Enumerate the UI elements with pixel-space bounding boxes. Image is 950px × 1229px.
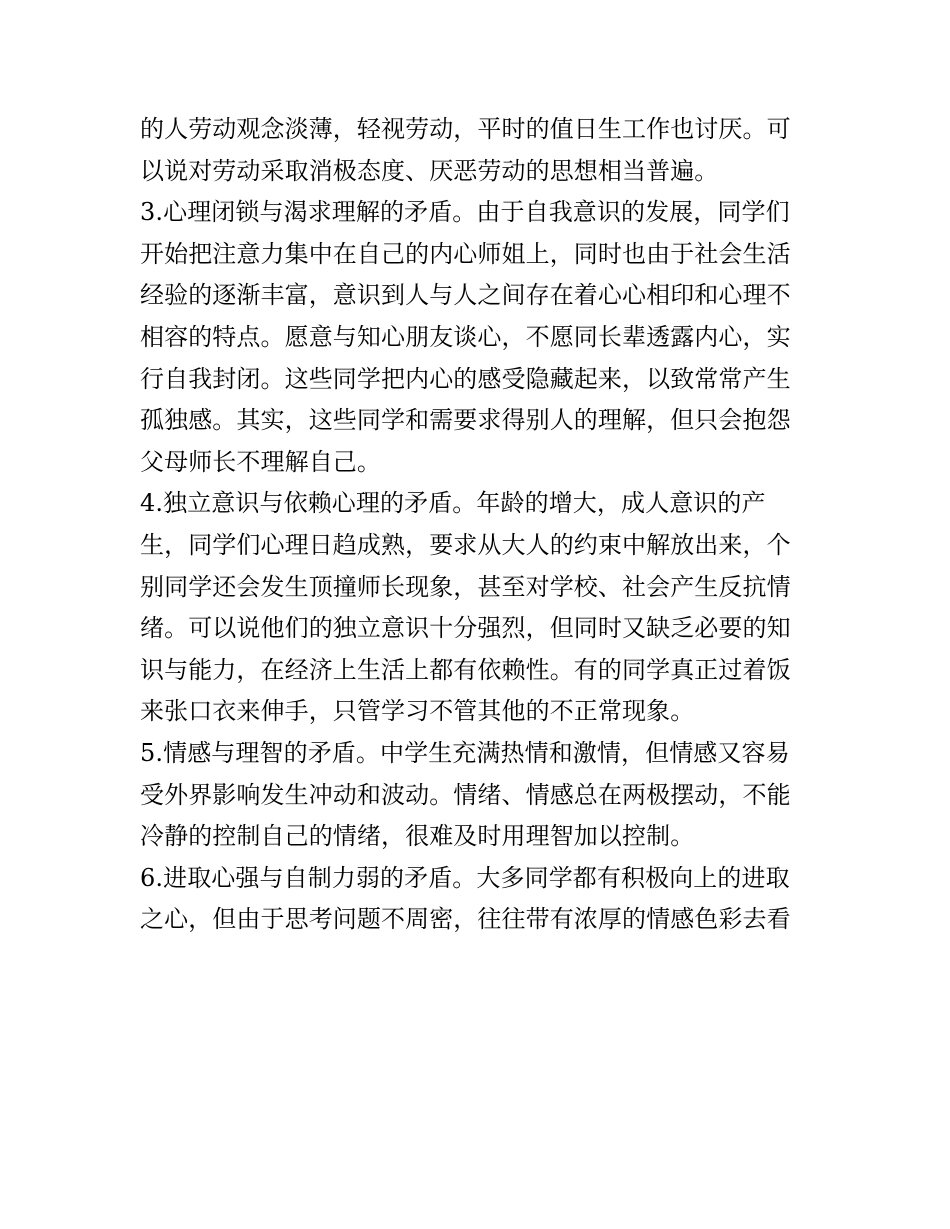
- text-line: 绪。可以说他们的独立意识十分强烈，但同时又缺乏必要的知: [140, 614, 791, 643]
- text-line: 5.情感与理智的矛盾。中学生充满热情和激情，但情感又容易: [140, 738, 790, 767]
- text-line: 生，同学们心理日趋成熟，要求从大人的约束中解放出来，个: [140, 530, 791, 559]
- text-line: 3.心理闭锁与渴求理解的矛盾。由于自我意识的发展，同学们: [140, 198, 790, 227]
- text-line: 开始把注意力集中在自己的内心师姐上，同时也由于社会生活: [140, 239, 791, 268]
- text-line: 识与能力，在经济上生活上都有依赖性。有的同学真正过着饭: [140, 655, 791, 684]
- text-line: 别同学还会发生顶撞师长现象，甚至对学校、社会产生反抗情: [140, 572, 791, 601]
- text-line: 父母师长不理解自己。: [140, 447, 381, 476]
- text-line: 4.独立意识与依赖心理的矛盾。年龄的增大，成人意识的产: [140, 489, 766, 518]
- text-line: 6.进取心强与自制力弱的矛盾。大多同学都有积极向上的进取: [140, 863, 790, 892]
- text-line: 之心，但由于思考问题不周密，往往带有浓厚的情感色彩去看: [140, 905, 791, 934]
- text-line: 孤独感。其实，这些同学和需要求得别人的理解，但只会抱怨: [140, 406, 791, 435]
- text-line: 受外界影响发生冲动和波动。情绪、情感总在两极摆动，不能: [140, 780, 791, 809]
- text-line: 经验的逐渐丰富，意识到人与人之间存在着心心相印和心理不: [140, 281, 791, 310]
- text-line: 以说对劳动采取消极态度、厌恶劳动的思想相当普遍。: [140, 156, 719, 185]
- text-line: 来张口衣来伸手，只管学习不管其他的不正常现象。: [140, 697, 695, 726]
- text-line: 行自我封闭。这些同学把内心的感受隐藏起来，以致常常产生: [140, 364, 791, 393]
- document-body: [140, 110, 820, 942]
- text-line: 冷静的控制自己的情绪，很难及时用理智加以控制。: [140, 822, 695, 851]
- text-line: 的人劳动观念淡薄，轻视劳动，平时的值日生工作也讨厌。可: [140, 115, 791, 143]
- text-line: 相容的特点。愿意与知心朋友谈心，不愿同长辈透露内心，实: [140, 322, 791, 351]
